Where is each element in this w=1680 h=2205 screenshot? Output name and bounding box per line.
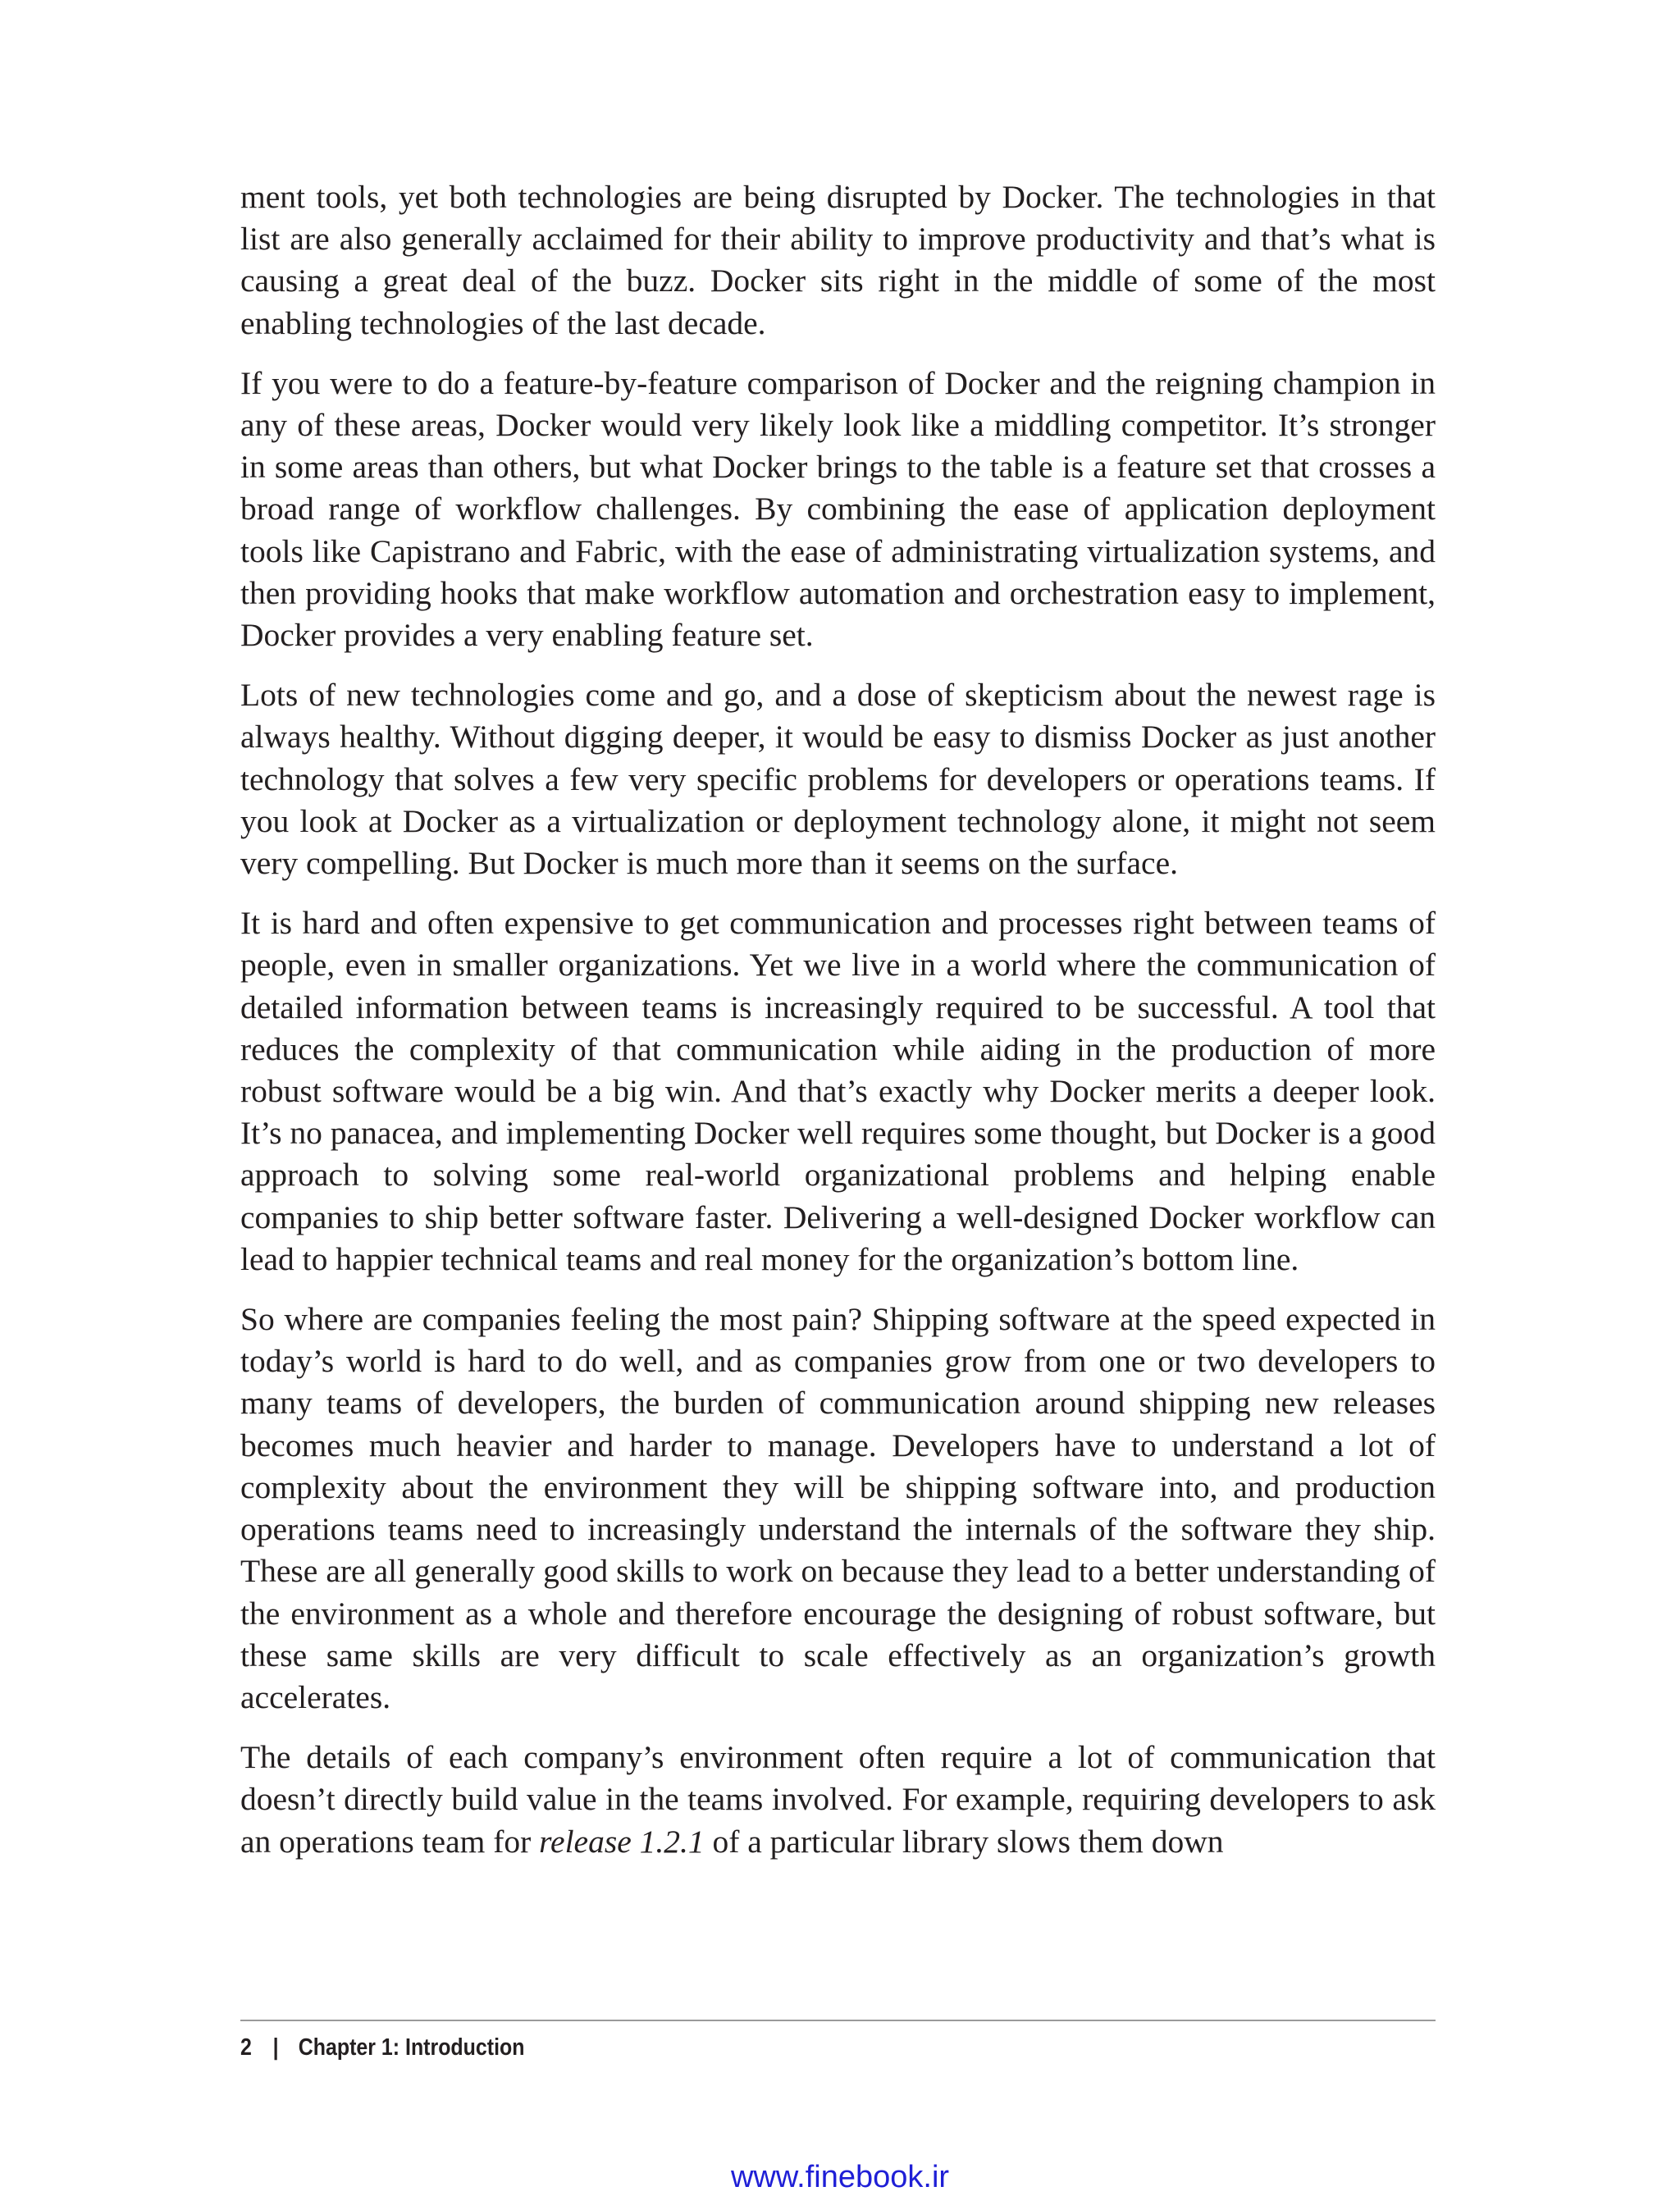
paragraph: So where are companies feeling the most pain? Shipping software at the speed expected in today’s world is hard to do well, and as companies grow from one or two developers to many teams of developers, the burden of communication around shipping new releases becomes much heavier and harder to manage. Developers have to understand a lot of complexity about the environment they will be shipping software into, and production operations teams need to increasingly understand the internals of the software they ship. These are all generally good skills to work on because they lead to a better understanding of the environment as a whole and therefore encourage the designing of robust software, but these same skills are very difficult to scale effectively as an organization’s growth accelerates.: [240, 1301, 1436, 1715]
body-text: [240, 176, 1436, 1881]
emphasis-text: release 1.2.1: [539, 1823, 705, 1860]
page-footer: [240, 2033, 524, 2062]
chapter-title: Chapter 1: Introduction: [298, 2034, 525, 2061]
paragraph-text: The details of each company’s environment often require a lot of communication that doesn’t directly build value in the teams involved. For example, requiring developers to ask an operations team for: [240, 1739, 1436, 1860]
paragraph: Lots of new technologies come and go, and a dose of skepticism about the newest rage is always healthy. Without digging deeper, it would be easy to dismiss Docker as just another technology that solves a few very specific problems for developers or operations teams. If you look at Docker as a virtualization or deployment technology alone, it might not seem very compelling. But Docker is much more than it seems on the surface.: [240, 677, 1436, 882]
footer-divider: [240, 2020, 1436, 2021]
paragraph: ment tools, yet both technologies are being disrupted by Docker. The technologies in that list are also generally acclaimed for their ability to improve productivity and that’s what is causing a great deal of the buzz. Docker sits right in the middle of some of the most enabling technologies of the last decade.: [240, 179, 1436, 341]
paragraph: It is hard and often expensive to get communication and processes right between teams of people, even in smaller organizations. Yet we live in a world where the communication of detailed information between teams is increasingly required to be successful. A tool that reduces the complexity of that communication while aiding in the production of more robust software would be a big win. And that’s exactly why Docker merits a deeper look. It’s no panacea, and implementing Docker well requires some thought, but Docker is a good approach to solving some real-world organizational problems and helping enable companies to ship better software faster. Delivering a well-designed Docker workflow can lead to happier technical teams and real money for the organization’s bottom line.: [240, 905, 1436, 1277]
paragraph-last: [240, 1737, 1436, 1863]
footer-separator: |: [272, 2034, 279, 2061]
paragraph: If you were to do a feature-by-feature comparison of Docker and the reigning champion in any of these areas, Docker would very likely look like a middling competitor. It’s stronger in some areas than others, but what Docker brings to the table is a feature set that crosses a broad range of workflow challenges. By combining the ease of application deployment tools like Capistrano and Fabric, with the ease of administrating virtualization systems, and then providing hooks that make workflow automation and orchestration easy to implement, Docker provides a very enabling feature set.: [240, 364, 1436, 654]
page-number: 2: [240, 2034, 252, 2061]
paragraph-text: of a particular library slows them down: [704, 1823, 1224, 1860]
watermark-link[interactable]: www.finebook.ir: [730, 2160, 950, 2194]
